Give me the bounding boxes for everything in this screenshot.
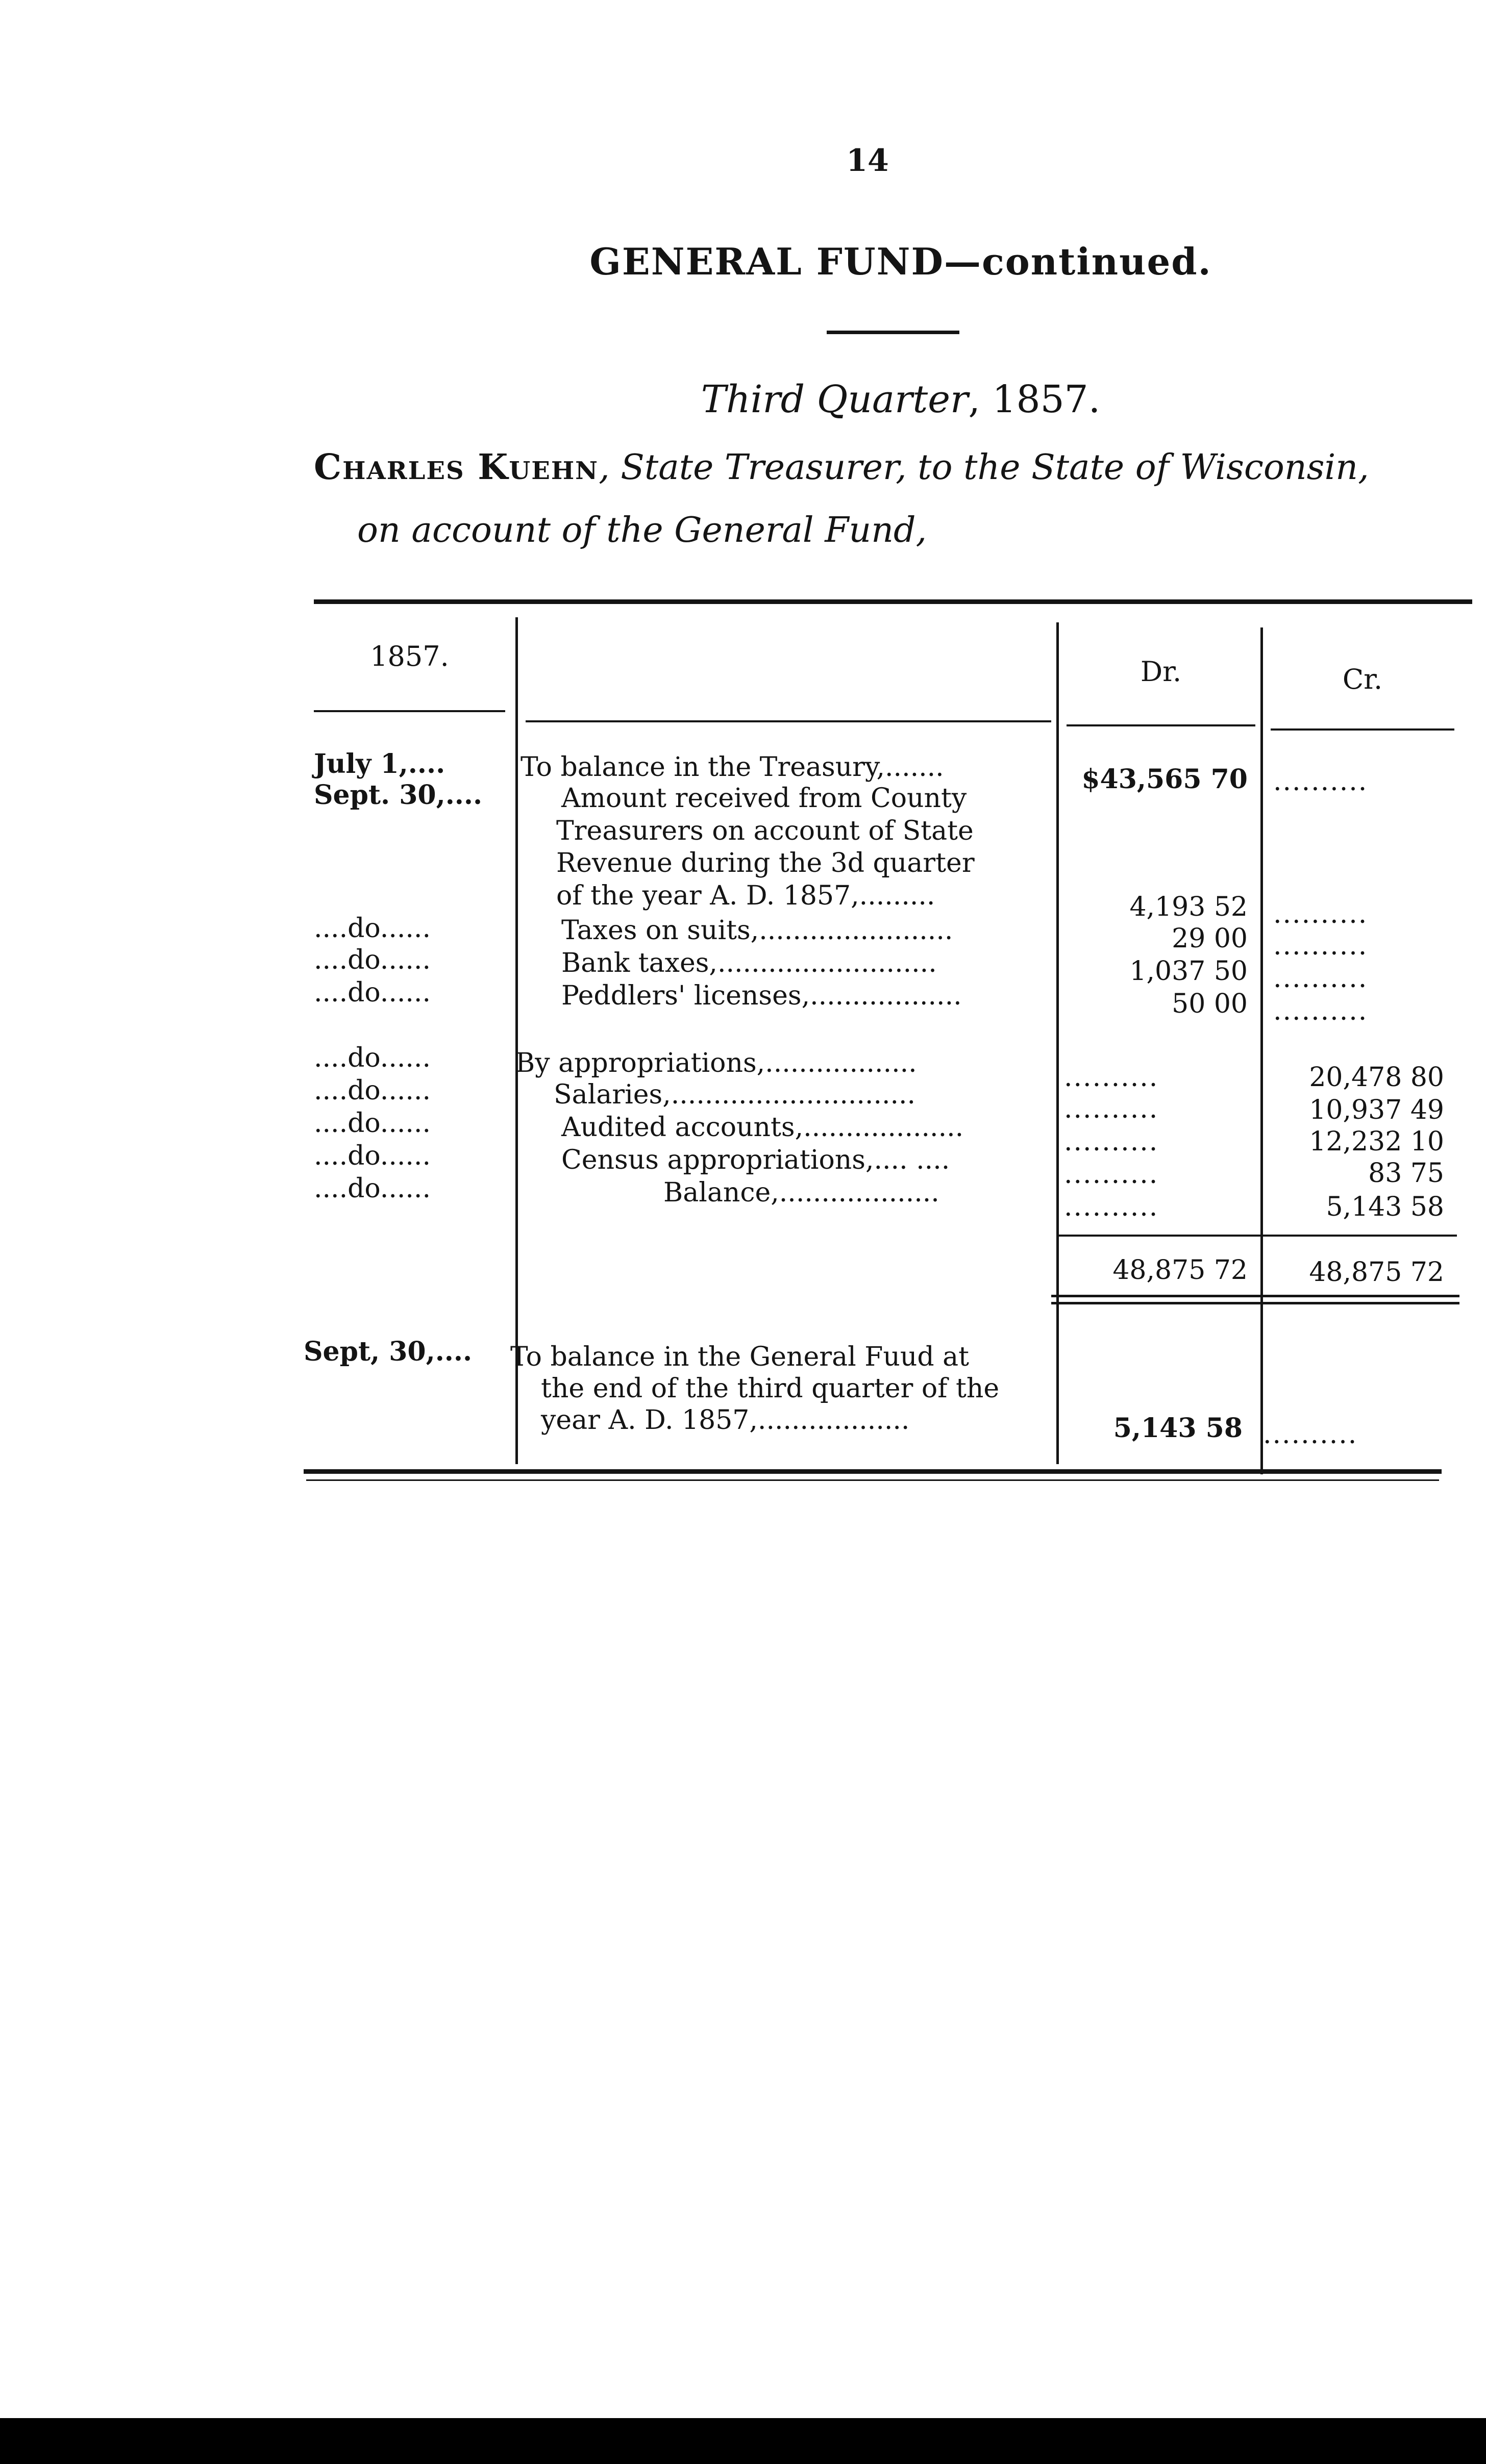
date-cell: ....do......	[314, 1075, 431, 1106]
account-heading-rest: , State Treasurer, to the State of Wisconsin,	[599, 447, 1369, 488]
header-debit: Dr.	[1140, 656, 1182, 688]
date-cell: ....do......	[314, 1173, 431, 1204]
page-title-continued: —continued.	[944, 240, 1212, 283]
credit-cell: 20,478 80	[1309, 1062, 1444, 1093]
credit-cell: 5,143 58	[1326, 1192, 1444, 1222]
credit-cell: ..........	[1273, 931, 1368, 961]
date-cell: ....do......	[314, 977, 431, 1008]
date-cell: ....do......	[314, 1043, 431, 1073]
quarter-year: , 1857.	[968, 378, 1101, 421]
table-bottom-thin-rule	[306, 1479, 1439, 1481]
description-cell: Balance,...................	[663, 1177, 939, 1208]
quarter-label: Third Quarter	[701, 378, 969, 421]
description-cell: Bank taxes,..........................	[561, 948, 937, 978]
totals-double-rule-1	[1051, 1295, 1459, 1297]
credit-total: 48,875 72	[1309, 1257, 1444, 1288]
rule-date-desc	[515, 617, 518, 1464]
page-title-main: GENERAL FUND	[589, 240, 944, 283]
description-cell: To balance in the General Fuud at	[510, 1342, 970, 1372]
description-cell: Salaries,.............................	[554, 1079, 916, 1110]
debit-cell: ..........	[1064, 1126, 1159, 1157]
description-cell: Peddlers' licenses,..................	[561, 980, 962, 1011]
date-cell: ....do......	[314, 1108, 431, 1139]
table-bottom-rule	[304, 1469, 1442, 1474]
description-cell: Revenue during the 3d quarter	[556, 848, 975, 878]
date-cell: ....do......	[314, 913, 431, 944]
description-cell: To balance in the Treasury,.......	[521, 752, 944, 783]
debit-cell: ..........	[1064, 1159, 1159, 1190]
debit-cell: 50 00	[1172, 989, 1248, 1019]
description-cell: Treasurers on account of State	[556, 816, 974, 846]
description-cell: of the year A. D. 1857,.........	[556, 881, 935, 911]
description-cell: year A. D. 1857,..................	[541, 1405, 910, 1436]
debit-cell: ..........	[1064, 1192, 1159, 1222]
debit-cell: ..........	[1064, 1094, 1159, 1124]
credit-cell: 12,232 10	[1309, 1126, 1444, 1157]
date-cell: ....do......	[314, 1141, 431, 1171]
page-title	[0, 240, 1486, 283]
credit-cell: 10,937 49	[1309, 1095, 1444, 1125]
credit-cell: ..........	[1273, 766, 1368, 797]
description-cell: Amount received from County	[561, 783, 967, 814]
date-cell: ....do......	[314, 945, 431, 975]
account-heading-line-2: on account of the General Fund,	[357, 510, 927, 550]
date-cell: July 1,....	[314, 748, 445, 780]
header-underline-dr	[1067, 724, 1255, 726]
debit-cell: $43,565 70	[1081, 764, 1248, 795]
description-cell: By appropriations,..................	[515, 1048, 917, 1078]
title-rule	[827, 331, 959, 334]
header-underline-cr	[1271, 728, 1454, 731]
description-cell: Census appropriations,.... ....	[561, 1145, 950, 1175]
credit-cell: 83 75	[1368, 1158, 1444, 1189]
header-year: 1857.	[370, 640, 449, 672]
header-underline-date	[314, 710, 505, 712]
page-number: 14	[846, 143, 889, 179]
closing-debit: 5,143 58	[1113, 1413, 1243, 1444]
header-underline-desc	[526, 720, 1051, 722]
debit-total: 48,875 72	[1112, 1255, 1248, 1286]
credit-cell: ..........	[1273, 899, 1368, 929]
account-heading-line-1	[314, 447, 1369, 488]
totals-top-rule	[1059, 1235, 1457, 1237]
description-cell: Audited accounts,...................	[561, 1112, 964, 1143]
quarter-heading	[0, 378, 1486, 421]
date-cell: Sept, 30,....	[304, 1336, 473, 1367]
description-cell: Taxes on suits,.......................	[561, 915, 953, 946]
debit-cell: 1,037 50	[1129, 956, 1248, 987]
debit-cell: ..........	[1064, 1062, 1159, 1093]
closing-credit: ..........	[1263, 1419, 1358, 1450]
treasurer-name: Charles Kuehn	[314, 447, 599, 488]
totals-double-rule-2	[1051, 1302, 1459, 1304]
rule-dr-cr	[1260, 627, 1263, 1474]
description-cell: the end of the third quarter of the	[541, 1373, 1000, 1404]
credit-cell: ..........	[1273, 996, 1368, 1026]
date-cell: Sept. 30,....	[314, 780, 483, 811]
header-credit: Cr.	[1342, 663, 1383, 695]
credit-cell: ..........	[1273, 963, 1368, 994]
rule-desc-dr	[1056, 622, 1059, 1464]
debit-cell: 4,193 52	[1129, 892, 1248, 922]
table-top-rule	[314, 599, 1472, 604]
debit-cell: 29 00	[1172, 923, 1248, 954]
scan-bottom-border	[0, 2418, 1486, 2464]
